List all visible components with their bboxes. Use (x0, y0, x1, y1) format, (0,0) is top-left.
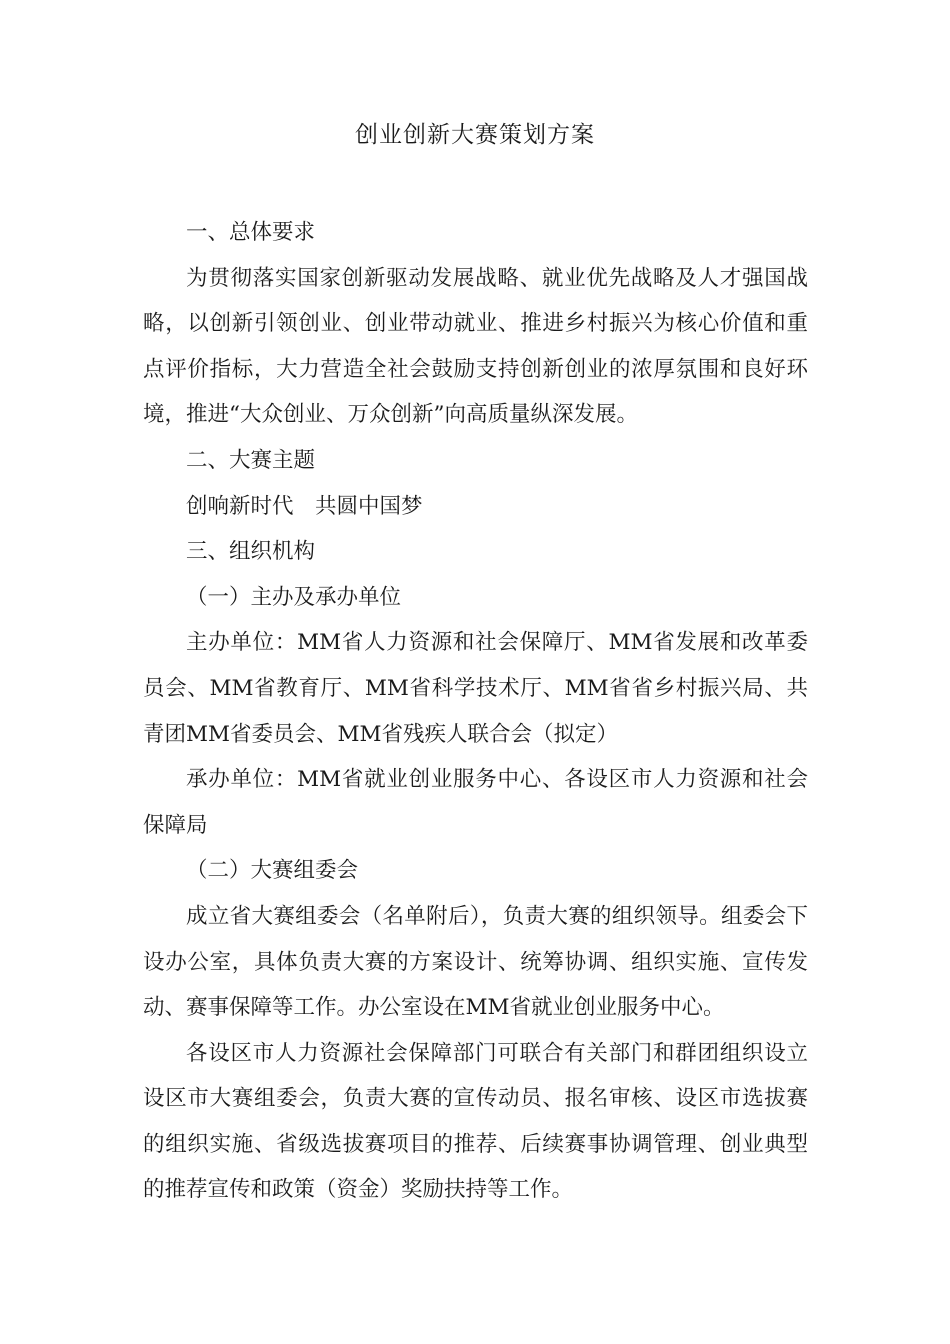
document-title: 创业创新大赛策划方案 (355, 122, 595, 148)
paragraph-general-requirements: 为贯彻落实国家创新驱动发展战略、就业优先战略及人才强国战略，以创新引领创业、创业带动就业、推进乡村振兴为核心价值和重点评价指标，大力营造全社会鼓励支持创新创业的浓厚氛围和良好环境，推进“大众创业、万众创新”向高质量纵深发展。 (143, 265, 808, 428)
subheading-organizing-committee: （二）大赛组委会 (186, 858, 359, 884)
paragraph-undertaking-units: 承办单位：MM省就业创业服务中心、各设区市人力资源和社会保障局 (143, 767, 808, 838)
heading-organization: 三、组织机构 (186, 539, 316, 565)
subheading-organizers: （一）主办及承办单位 (186, 584, 402, 610)
document-body (143, 210, 808, 1213)
heading-general-requirements: 一、总体要求 (186, 220, 316, 245)
paragraph-contest-theme: 创响新时代 共圆中国梦 (186, 493, 423, 519)
heading-contest-theme: 二、大赛主题 (186, 447, 316, 473)
paragraph-host-units: 主办单位：MM省人力资源和社会保障厅、MM省发展和改革委员会、MM省教育厅、MM省科学技术厅、MM省省乡村振兴局、共青团MM省委员会、MM省残疾人联合会（拟定） (143, 630, 808, 747)
paragraph-city-committees: 各设区市人力资源社会保障部门可联合有关部门和群团组织设立设区市大赛组委会，负责大赛的宣传动员、报名审核、设区市选拔赛的组织实施、省级选拔赛项目的推荐、后续赛事协调管理、创业典型的推荐宣传和政策（资金）奖励扶持等工作。 (143, 1040, 808, 1203)
paragraph-committee-setup: 成立省大赛组委会（名单附后），负责大赛的组织领导。组委会下设办公室，具体负责大赛的方案设计、统筹协调、组织实施、宣传发动、赛事保障等工作。办公室设在MM省就业创业服务中心。 (143, 903, 808, 1021)
